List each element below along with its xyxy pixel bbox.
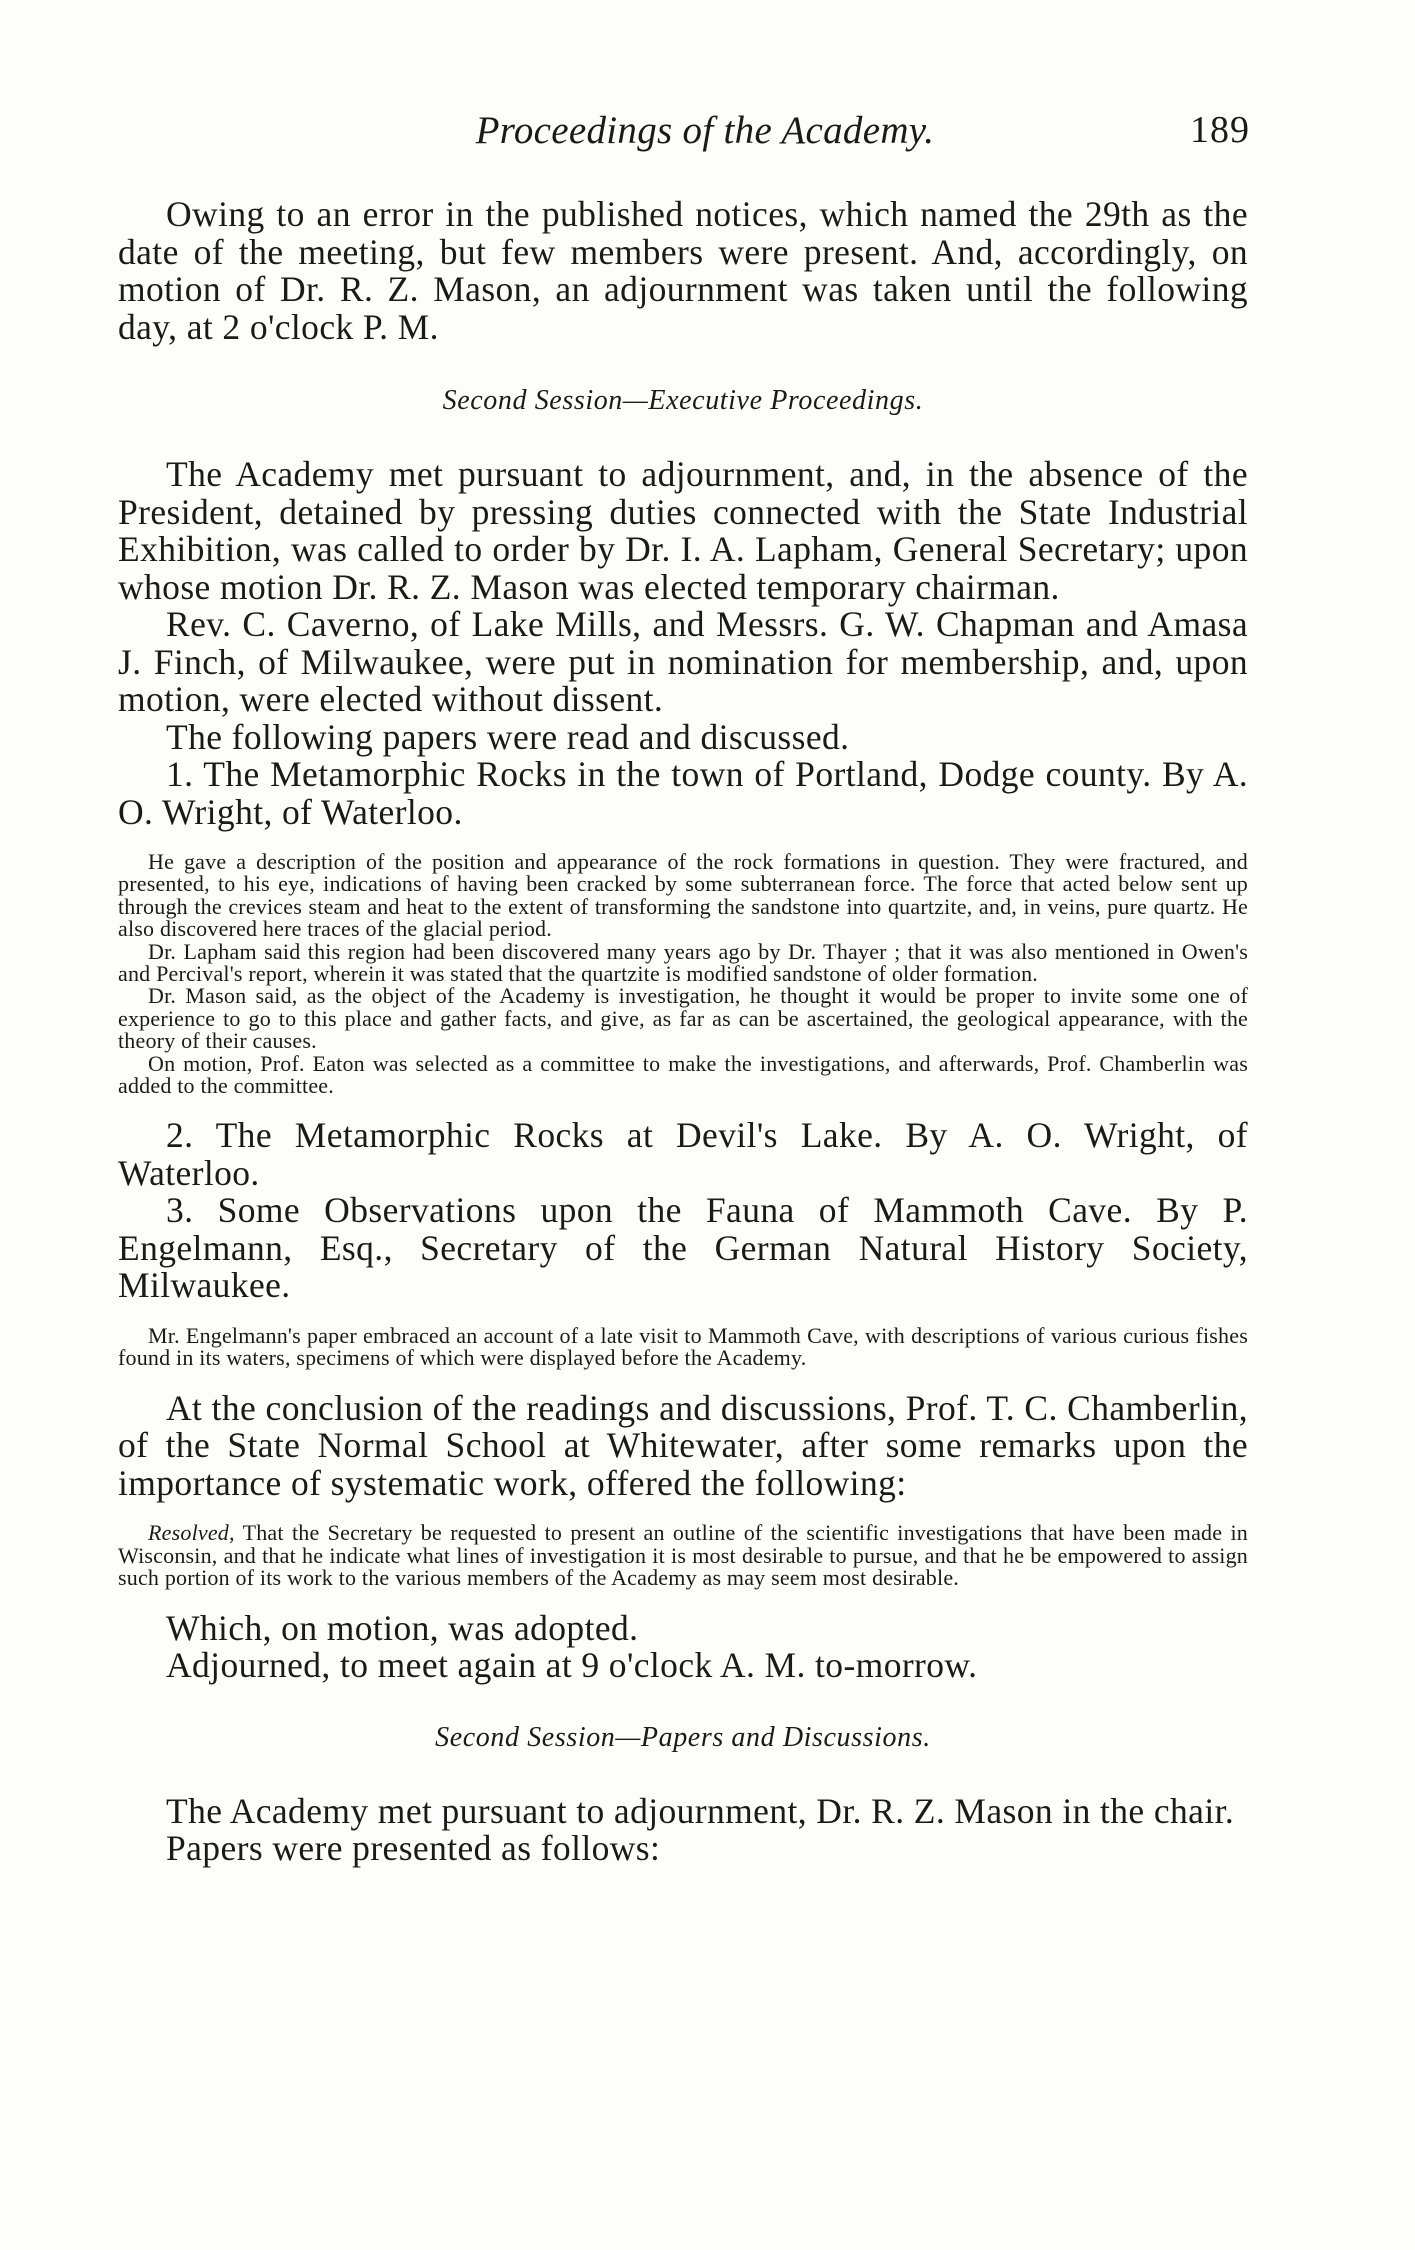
section-heading-papers-and-discussions: Second Session—Papers and Discussions. <box>435 1721 931 1753</box>
paper-item-1: 1. The Metamorphic Rocks in the town of Portland, Dodge county. By A. O. Wright, of Waterloo. <box>118 754 1248 832</box>
paragraph-adjourned: Adjourned, to meet again at 9 o'clock A. M. to-morrow. <box>166 1645 978 1685</box>
paragraph-chamberlin-remarks: At the conclusion of the readings and discussions, Prof. T. C. Chamberlin, of the State Normal School at Whitewater, after some remarks upon the importance of systematic work, offered the following: <box>118 1387 1248 1503</box>
paragraph-adjournment-notice: Owing to an error in the published notices, which named the 29th as the date of the meeting, but few members were present. And, accordingly, on motion of Dr. R. Z. Mason, an adjournment was taken until the following day, at 2 o'clock P. M. <box>118 194 1248 347</box>
section-heading-executive-proceedings: Second Session—Executive Proceedings. <box>442 385 924 416</box>
resolution-lead: Resolved, <box>148 1520 235 1546</box>
note-engelmann-paper: Mr. Engelmann's paper embraced an account of a late visit to Mammoth Cave, with descriptions of various curious fishes found in its waters, specimens of which were displayed before the Academy. <box>118 1322 1248 1371</box>
paragraph-motion-adopted: Which, on motion, was adopted. <box>166 1607 639 1648</box>
paragraph-membership-nominations: Rev. C. Caverno, of Lake Mills, and Messrs. G. W. Chapman and Amasa J. Finch, of Milwaukee, were put in nomination for membership, and, upon motion, were elected without dissent. <box>118 604 1248 719</box>
paragraph-papers-presented: Papers were presented as follows: <box>166 1828 661 1868</box>
note-mason-remarks: Dr. Mason said, as the object of the Academy is investigation, he thought it would be proper to invite some one of experience to go to this place and gather facts, and give, as far as can be ascertained, the geological appearance, with the theory of their causes. <box>118 983 1248 1054</box>
paper-item-2: 2. The Metamorphic Rocks at Devil's Lake. By A. O. Wright, of Waterloo. <box>118 1115 1248 1193</box>
resolution-body: That the Secretary be requested to present an outline of the scientific investigations that have been made in Wisconsin, and that he indicate what lines of investigation it is most desirable to pursue, and that he be empowered to assign such portion of its work to the various members of the Academy as may seem most desirable. <box>118 1520 1248 1591</box>
resolution-text <box>118 1522 1248 1589</box>
note-committee-motion: On motion, Prof. Eaton was selected as a committee to make the investigations, and afterwards, Prof. Chamberlin was added to the committee. <box>118 1050 1248 1099</box>
body-text <box>118 196 1248 1868</box>
note-rock-description: He gave a description of the position and appearance of the rock formations in question. They were fractured, and presented, to his eye, indications of having been cracked by some subterranean force. The force that acted below sent up through the crevices steam and heat to the extent of transforming the sandstone into quartzite, and, in veins, pure quartz. He also discovered here traces of the glacial period. <box>118 849 1248 942</box>
page-number: 189 <box>1190 109 1250 151</box>
note-lapham-remarks: Dr. Lapham said this region had been discovered many years ago by Dr. Thayer ; that it was also mentioned in Owen's and Percival's report, wherein it was stated that the quartzite is modified sandstone of older formation. <box>118 938 1248 987</box>
paragraph-academy-met: The Academy met pursuant to adjournment, and, in the absence of the President, detained by pressing duties connected with the State Industrial Exhibition, was called to order by Dr. I. A. Lapham, General Secretary; upon whose motion Dr. R. Z. Mason was elected temporary chairman. <box>118 454 1248 607</box>
running-title: Proceedings of the Academy. <box>475 109 935 152</box>
paper-item-3: 3. Some Observations upon the Fauna of Mammoth Cave. By P. Engelmann, Esq., Secretary of the German Natural History Society, Milwaukee. <box>118 1190 1248 1306</box>
page-header <box>160 108 1250 168</box>
paragraph-papers-read: The following papers were read and discussed. <box>166 716 850 757</box>
paragraph-academy-reconvened: The Academy met pursuant to adjournment, Dr. R. Z. Mason in the chair. <box>166 1790 1235 1831</box>
